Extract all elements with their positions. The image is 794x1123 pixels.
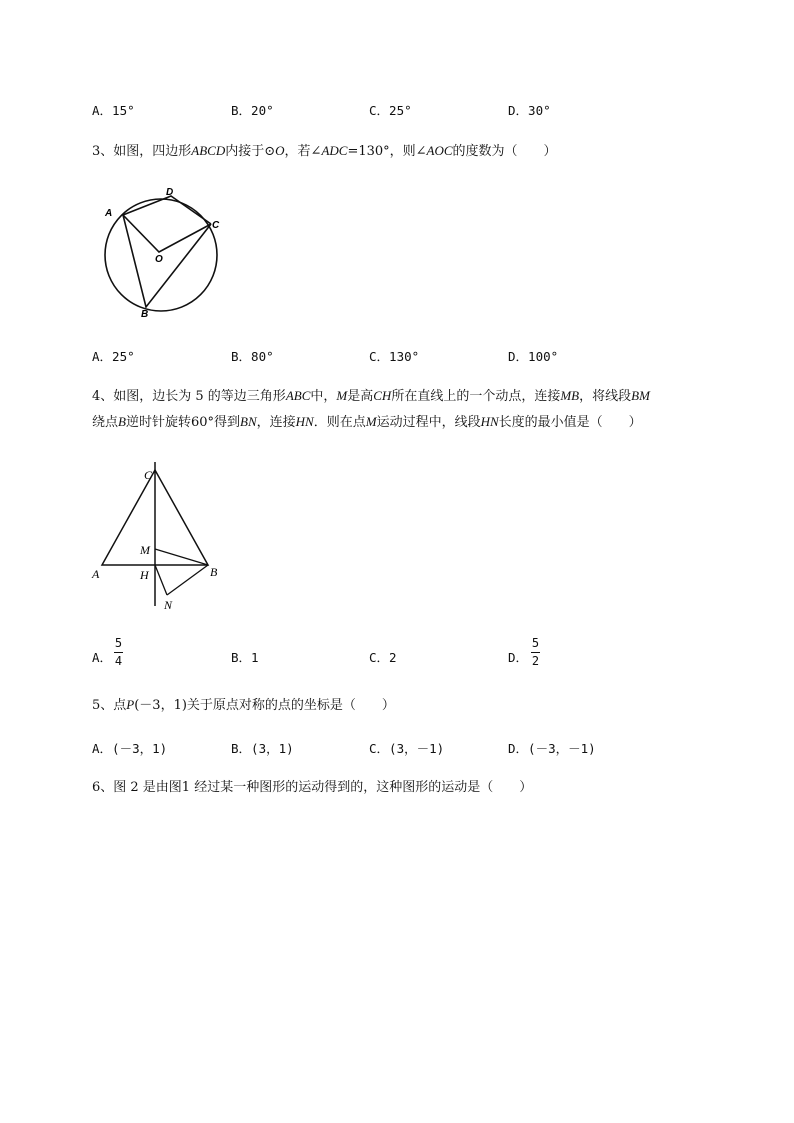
option-letter: B bbox=[231, 650, 239, 665]
q2-option-d[interactable]: D．30° bbox=[508, 103, 551, 118]
q6-question: 6、图 2 是由图1 经过某一种图形的运动得到的，这种图形的运动是（ ） bbox=[92, 780, 533, 795]
option-text: 100° bbox=[528, 349, 559, 364]
q2-option-b[interactable]: B．20° bbox=[231, 103, 274, 118]
q3-option-c[interactable]: C．130° bbox=[369, 349, 420, 364]
option-text: 2 bbox=[389, 650, 397, 665]
label-d: D bbox=[166, 187, 174, 198]
option-text: 20° bbox=[251, 103, 274, 118]
option-letter: C bbox=[369, 349, 377, 364]
option-text: (3，－1) bbox=[389, 741, 445, 756]
q4-option-c[interactable]: C．2 bbox=[369, 650, 397, 665]
label-c: C bbox=[212, 220, 220, 231]
option-text: (3，1) bbox=[251, 741, 294, 756]
q3-option-b[interactable]: B．80° bbox=[231, 349, 274, 364]
option-letter: D bbox=[508, 349, 516, 364]
option-letter: D bbox=[508, 650, 516, 665]
q2-option-a[interactable]: A．15° bbox=[92, 103, 135, 118]
option-text: (－3，－1) bbox=[528, 741, 596, 756]
label-c: C bbox=[144, 468, 153, 482]
q3-option-a[interactable]: A．25° bbox=[92, 349, 135, 364]
option-letter: A bbox=[92, 349, 100, 364]
option-letter: C bbox=[369, 103, 377, 118]
q4-option-d-fraction bbox=[531, 637, 540, 668]
option-text: 25° bbox=[389, 103, 412, 118]
option-text: 25° bbox=[112, 349, 135, 364]
q5-option-d[interactable]: D．(－3，－1) bbox=[508, 741, 596, 756]
label-h: H bbox=[140, 568, 149, 582]
q5-option-b[interactable]: B．(3，1) bbox=[231, 741, 294, 756]
option-letter: A bbox=[92, 741, 100, 756]
label-b: B bbox=[210, 565, 218, 579]
q3-option-d[interactable]: D．100° bbox=[508, 349, 559, 364]
option-letter: B bbox=[231, 741, 239, 756]
q4-option-d[interactable]: D． bbox=[508, 650, 529, 665]
q5-question: 5、点P(－3，1)关于原点对称的点的坐标是（ ） bbox=[92, 697, 395, 713]
label-n: N bbox=[164, 598, 173, 612]
fraction-bar bbox=[114, 652, 123, 653]
option-letter: C bbox=[369, 650, 377, 665]
numerator: 5 bbox=[531, 636, 540, 650]
q5-option-c[interactable]: C．(3，－1) bbox=[369, 741, 445, 756]
option-text: 80° bbox=[251, 349, 274, 364]
q4-triangle-figure bbox=[88, 458, 228, 628]
option-letter: D bbox=[508, 103, 516, 118]
q5-option-a[interactable]: A．(－3，1) bbox=[92, 741, 168, 756]
q3-question: 3、如图，四边形ABCD内接于⊙O，若∠ADC=130°，则∠AOC的度数为（ ） bbox=[92, 143, 557, 159]
q4-question-line1: 4、如图，边长为 5 的等边三角形ABC中，M是高CH所在直线上的一个动点，连接MB，将线段BM bbox=[92, 388, 650, 404]
option-text: 15° bbox=[112, 103, 135, 118]
numerator: 5 bbox=[114, 636, 123, 650]
q4-question-line2: 绕点B逆时针旋转60°得到BN，连接HN．则在点M运动过程中，线段HN长度的最小值是（ ） bbox=[92, 414, 642, 430]
label-a: A bbox=[92, 567, 100, 581]
option-letter: C bbox=[369, 741, 377, 756]
q2-option-c[interactable]: C．25° bbox=[369, 103, 412, 118]
option-text: 30° bbox=[528, 103, 551, 118]
option-text: (－3，1) bbox=[112, 741, 168, 756]
option-letter: A bbox=[92, 650, 100, 665]
option-letter: D bbox=[508, 741, 516, 756]
option-letter: A bbox=[92, 103, 100, 118]
denominator: 2 bbox=[531, 654, 540, 668]
option-text: 130° bbox=[389, 349, 420, 364]
q3-circle-figure bbox=[96, 180, 236, 320]
option-text: 1 bbox=[251, 650, 259, 665]
q4-option-a-fraction bbox=[114, 637, 123, 668]
label-o: O bbox=[155, 254, 163, 265]
q4-option-b[interactable]: B．1 bbox=[231, 650, 259, 665]
q4-option-a[interactable]: A． bbox=[92, 650, 113, 665]
option-letter: B bbox=[231, 349, 239, 364]
fraction-bar bbox=[531, 652, 540, 653]
option-letter: B bbox=[231, 103, 239, 118]
label-a: A bbox=[105, 208, 113, 219]
label-m: M bbox=[140, 543, 150, 557]
denominator: 4 bbox=[114, 654, 123, 668]
label-b: B bbox=[141, 309, 149, 320]
